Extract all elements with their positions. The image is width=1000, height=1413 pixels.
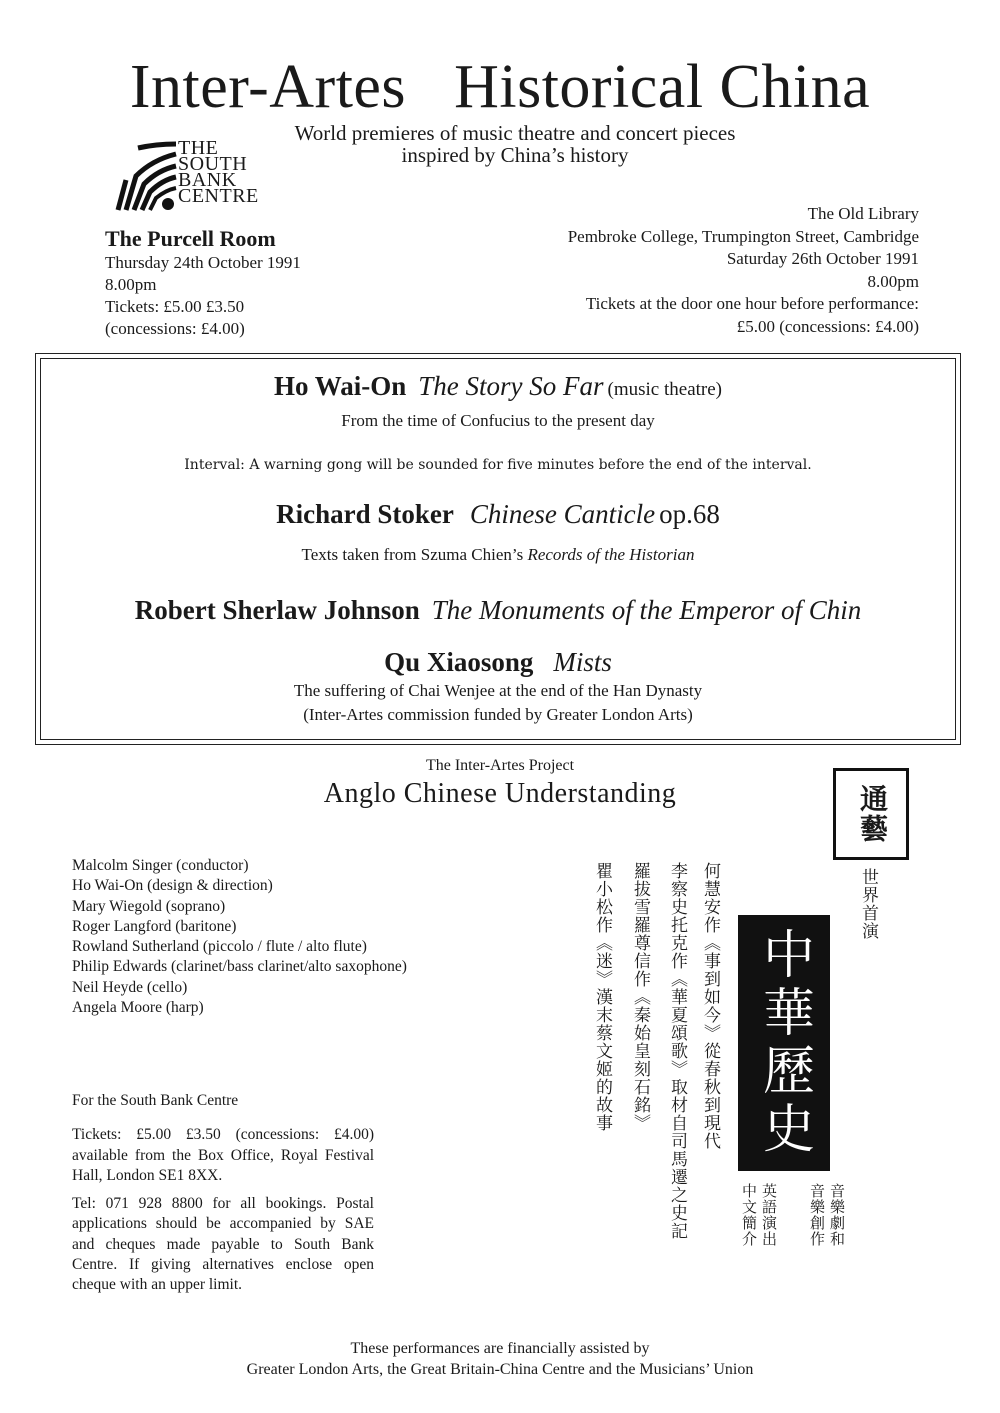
- chinese-note-r1: 音樂劇和: [828, 1183, 846, 1247]
- venue-london-tickets: Tickets: £5.00 £3.50: [105, 297, 245, 316]
- subtitle: [200, 122, 830, 166]
- performer-item: Philip Edwards (clarinet/bass clarinet/alto saxophone): [72, 958, 407, 976]
- chinese-col-qu: 瞿小松作《迷》漢末蔡文姬的故事: [592, 862, 612, 1132]
- composer-ho-wai-on: Ho Wai-On: [273, 371, 407, 401]
- subtitle-line-2: inspired by China’s history: [401, 143, 629, 167]
- logo-text: [178, 137, 259, 207]
- work-chinese-canticle: Chinese Canticle: [469, 499, 656, 529]
- south-bank-logo: [112, 137, 292, 215]
- performer-item: Mary Wiegold (soprano): [72, 897, 226, 915]
- programme-item-2: [41, 499, 955, 530]
- programme-item-1: [41, 371, 955, 402]
- inter-artes-seal: 通藝: [833, 768, 909, 860]
- logo-line-4: CENTRE: [178, 185, 259, 207]
- performer-item: Ho Wai-On (design & direction): [72, 877, 273, 895]
- venue-london-concessions: (concessions: £4.00): [105, 319, 245, 338]
- chinese-note-r2: 音樂創作: [808, 1183, 826, 1247]
- programme-item-3: [41, 595, 955, 626]
- chinese-note-l1: 英語演出: [760, 1183, 778, 1247]
- venue-cambridge-price: £5.00 (concessions: £4.00): [736, 316, 919, 336]
- programme-item-4: [41, 647, 955, 678]
- performer-item: Neil Heyde (cello): [72, 978, 188, 996]
- subtitle-line-1: World premieres of music theatre and concert pieces: [294, 121, 736, 145]
- south-bank-logo-icon: [112, 140, 182, 215]
- desc-source: Records of the Historian: [527, 545, 695, 564]
- chinese-world-premiere: 世界首演: [858, 868, 878, 940]
- funding-footer: [0, 1338, 1000, 1380]
- desc-prefix: Texts taken from Szuma Chien’s: [301, 545, 524, 564]
- footer-line-1: These performances are financially assisted by: [350, 1340, 650, 1357]
- composer-robert-sherlaw-johnson: Robert Sherlaw Johnson: [134, 595, 420, 625]
- composer-qu-xiaosong: Qu Xiaosong: [384, 647, 534, 677]
- venue-london-name: The Purcell Room: [105, 226, 276, 251]
- performer-item: Malcolm Singer (conductor): [72, 857, 249, 874]
- chinese-note-l2: 中文簡介: [740, 1183, 758, 1247]
- programme-box-inner: [40, 358, 956, 740]
- composer-richard-stoker: Richard Stoker: [276, 499, 454, 529]
- performer-item: Roger Langford (baritone): [72, 917, 237, 935]
- work-monuments: The Monuments of the Emperor of Chin: [431, 595, 862, 625]
- page-title: Inter-Artes Historical China: [129, 53, 871, 121]
- programme-box: [35, 353, 961, 745]
- venue-london: [105, 226, 405, 340]
- project-name: Anglo Chinese Understanding: [323, 778, 677, 809]
- logo-line-3: BANK: [178, 169, 237, 191]
- work-genre: (music theatre): [607, 379, 723, 400]
- venue-cambridge-date: Saturday 26th October 1991: [726, 249, 919, 268]
- booking-tickets: Tickets: £5.00 £3.50 (concessions: £4.00) available from the Box Office, Royal Festival Hall, London SE1 8XX.: [72, 1126, 374, 1184]
- venue-cambridge: [459, 203, 919, 338]
- venue-cambridge-tickets: Tickets at the door one hour before performance:: [585, 294, 919, 313]
- work-mists: Mists: [553, 647, 612, 677]
- chinese-col-ho-wai-on: 何慧安作《事到如今》從春秋到現代: [700, 862, 720, 1150]
- venue-cambridge-address: Pembroke College, Trumpington Street, Cambridge: [567, 226, 919, 246]
- work-story-so-far: The Story So Far: [418, 371, 604, 401]
- programme-item-1-desc: From the time of Confucius to the present day: [341, 411, 655, 430]
- booking-heading: For the South Bank Centre: [72, 1092, 239, 1109]
- programme-item-4-note: (Inter-Artes commission funded by Greater London Arts): [303, 705, 693, 724]
- logo-line-2: SOUTH: [178, 153, 248, 175]
- project-label: The Inter-Artes Project: [425, 757, 575, 774]
- performer-item: Rowland Sutherland (piccolo / flute / alto flute): [72, 938, 367, 956]
- booking-tel: Tel: 071 928 8800 for all bookings. Postal applications should be accompanied by SAE and cheques made payable to South Bank Centre. If giving alternatives enclose open cheque with an upper limit.: [72, 1195, 374, 1294]
- programme-item-2-desc: [41, 545, 955, 565]
- performers-list: [72, 856, 407, 1018]
- work-opus: op.68: [659, 499, 720, 529]
- footer-line-2: Greater London Arts, the Great Britain-China Centre and the Musicians’ Union: [246, 1361, 754, 1378]
- chinese-col-stoker: 李察史托克作《華夏頌歌》取材自司馬遷之史記: [667, 862, 687, 1240]
- programme-item-4-desc: The suffering of Chai Wenjee at the end of the Han Dynasty: [293, 681, 703, 700]
- interval-note: Interval: A warning gong will be sounded for five minutes before the end of the interval.: [184, 457, 812, 473]
- chinese-col-johnson: 羅拔雪羅尊信作《秦始皇刻石銘》: [630, 862, 650, 1132]
- booking-info: [72, 1091, 374, 1304]
- venue-london-time: 8.00pm: [105, 275, 157, 294]
- venue-cambridge-time: 8.00pm: [867, 271, 919, 291]
- chinese-history-panel: 中華歷史: [738, 915, 830, 1171]
- venue-cambridge-name: The Old Library: [807, 204, 919, 223]
- performer-item: Angela Moore (harp): [72, 999, 204, 1017]
- venue-london-date: Thursday 24th October 1991: [105, 253, 301, 272]
- logo-line-1: THE: [178, 137, 219, 159]
